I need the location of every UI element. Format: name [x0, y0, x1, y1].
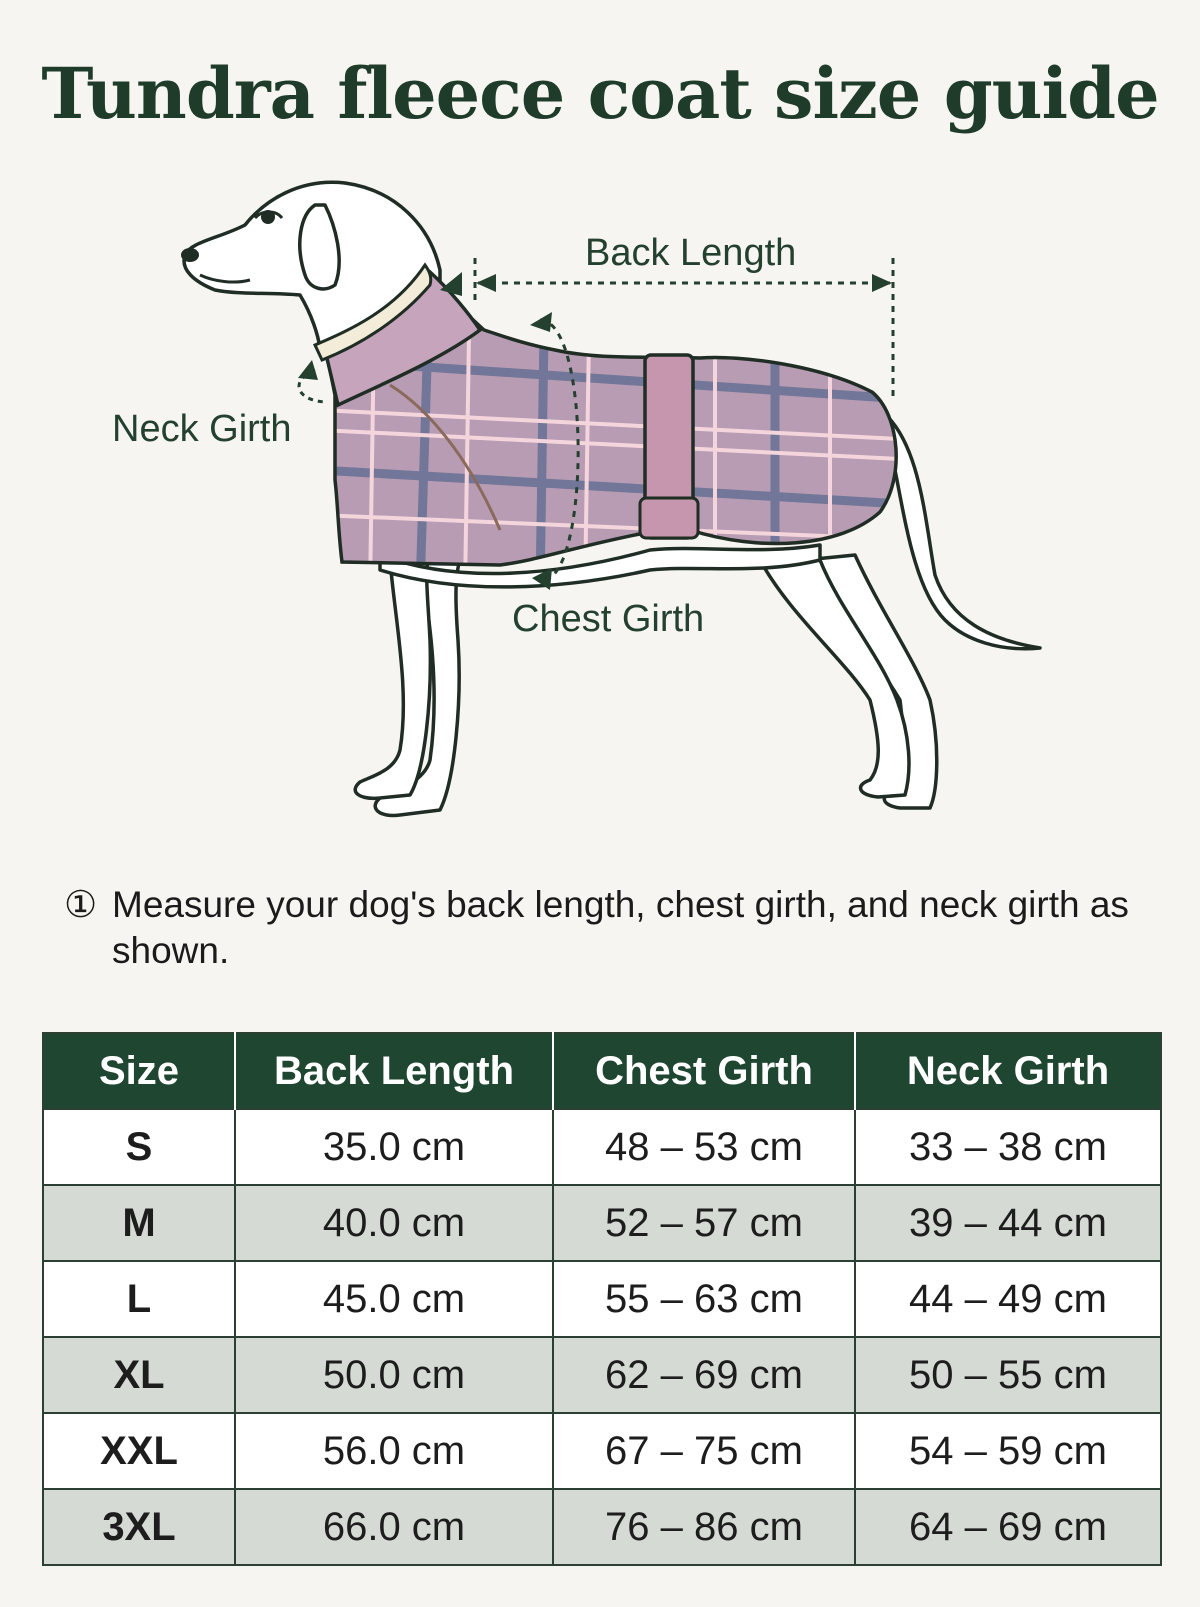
neck-girth-cell: 54 – 59 cm — [855, 1413, 1161, 1489]
chest-girth-cell: 67 – 75 cm — [553, 1413, 855, 1489]
size-cell: 3XL — [43, 1489, 235, 1565]
table-row — [43, 1489, 1161, 1565]
neck-girth-cell: 39 – 44 cm — [855, 1185, 1161, 1261]
chest-girth-label: Chest Girth — [512, 598, 705, 640]
chest-girth-cell: 52 – 57 cm — [553, 1185, 855, 1261]
table-row — [43, 1261, 1161, 1337]
neck-girth-cell: 50 – 55 cm — [855, 1337, 1161, 1413]
page-title: Tundra fleece coat size guide — [41, 52, 1159, 135]
table-row — [43, 1109, 1161, 1185]
size-cell: XXL — [43, 1413, 235, 1489]
size-cell: XL — [43, 1337, 235, 1413]
measure-instruction — [64, 882, 1144, 974]
back-length-label: Back Length — [585, 232, 797, 274]
header-chest-girth: Chest Girth — [553, 1033, 855, 1109]
header-back-length: Back Length — [235, 1033, 553, 1109]
table-row — [43, 1337, 1161, 1413]
instruction-text: Measure your dog's back length, chest girth, and neck girth as shown. — [112, 884, 1129, 971]
neck-girth-label: Neck Girth — [112, 408, 292, 450]
chest-girth-cell: 62 – 69 cm — [553, 1337, 855, 1413]
neck-girth-cell: 33 – 38 cm — [855, 1109, 1161, 1185]
back-length-cell: 35.0 cm — [235, 1109, 553, 1185]
table-row — [43, 1413, 1161, 1489]
back-length-cell: 66.0 cm — [235, 1489, 553, 1565]
back-length-cell: 56.0 cm — [235, 1413, 553, 1489]
header-neck-girth: Neck Girth — [855, 1033, 1161, 1109]
size-cell: S — [43, 1109, 235, 1185]
neck-girth-cell: 44 – 49 cm — [855, 1261, 1161, 1337]
table-header-row — [43, 1033, 1161, 1109]
header-size: Size — [43, 1033, 235, 1109]
neck-girth-cell: 64 – 69 cm — [855, 1489, 1161, 1565]
size-chart-table — [42, 1032, 1162, 1566]
chest-girth-cell: 48 – 53 cm — [553, 1109, 855, 1185]
step-number-icon: ① — [64, 884, 98, 925]
chest-girth-cell: 55 – 63 cm — [553, 1261, 855, 1337]
table-row — [43, 1185, 1161, 1261]
back-length-cell: 50.0 cm — [235, 1337, 553, 1413]
chest-girth-cell: 76 – 86 cm — [553, 1489, 855, 1565]
size-cell: M — [43, 1185, 235, 1261]
back-length-cell: 40.0 cm — [235, 1185, 553, 1261]
back-length-cell: 45.0 cm — [235, 1261, 553, 1337]
dog-measurement-diagram — [0, 170, 1200, 850]
size-cell: L — [43, 1261, 235, 1337]
